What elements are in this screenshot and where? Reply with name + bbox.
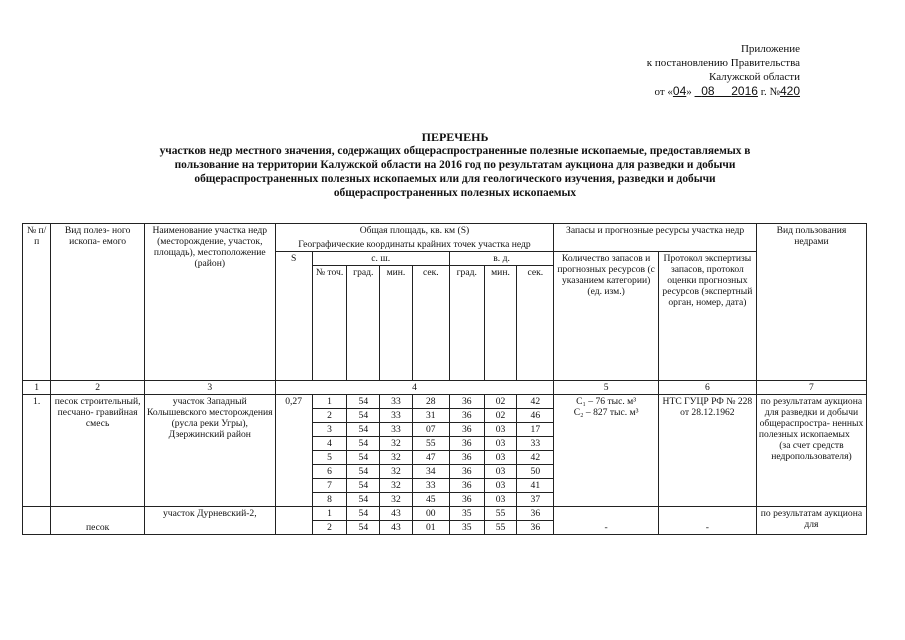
coord-cell: 54 (347, 408, 380, 422)
header-lat-min: мин. (380, 265, 413, 380)
document-title: ПЕРЕЧЕНЬ (421, 130, 489, 144)
row-area (275, 506, 312, 534)
row-mineral: песок строительный, песчано- гравийная смесь (51, 394, 145, 506)
coord-cell: 32 (380, 450, 413, 464)
coord-cell: 03 (484, 450, 517, 464)
header-num: № п/ п (23, 224, 51, 381)
coord-cell: 1 (312, 506, 347, 520)
coord-cell: 37 (517, 492, 554, 506)
header-mineral: Вид полез- ного ископа- емого (51, 224, 145, 381)
coord-cell: 36 (449, 464, 484, 478)
coord-cell: 00 (412, 506, 449, 520)
row-num (23, 506, 51, 534)
coord-cell: 36 (449, 450, 484, 464)
col-number: 1 (23, 380, 51, 394)
appendix-block (560, 42, 800, 99)
coord-cell: 54 (347, 478, 380, 492)
coord-cell: 36 (449, 478, 484, 492)
coord-cell: 33 (517, 436, 554, 450)
coord-cell: 2 (312, 408, 347, 422)
header-reserves-qty: Количество запасов и прогнозных ресурсов (с указанием категории) (ед. изм.) (554, 251, 659, 380)
coord-cell: 03 (484, 492, 517, 506)
coord-cell: 32 (380, 478, 413, 492)
row-plot-name: участок Дурневский-2, (144, 506, 275, 534)
table-row-1 (23, 394, 867, 506)
coord-cell: 03 (484, 464, 517, 478)
coord-cell: 6 (312, 464, 347, 478)
coord-cell: 36 (449, 394, 484, 408)
header-lon-deg: град. (449, 265, 484, 380)
header-lon-min: мин. (484, 265, 517, 380)
coord-cell: 32 (380, 436, 413, 450)
appendix-decree: к постановлению Правительства (646, 57, 800, 69)
coord-cell: 34 (412, 464, 449, 478)
header-reserves: Запасы и прогнозные ресурсы участка недр (554, 224, 757, 252)
coord-cell: 50 (517, 464, 554, 478)
coord-cell: 1 (312, 394, 347, 408)
coord-cell: 03 (484, 478, 517, 492)
row-plot-name: участок Западный Колышевского месторождения (русла реки Угры), Дзержинский район (144, 394, 275, 506)
coord-cell: 03 (484, 436, 517, 450)
coord-cell: 36 (517, 506, 554, 520)
coord-cell: 5 (312, 450, 347, 464)
coord-cell: 43 (380, 506, 413, 520)
header-plot-name: Наименование участка недр (месторождение, участок, площадь), местоположение (район) (144, 224, 275, 381)
col-number: 5 (554, 380, 659, 394)
row-area: 0,27 (275, 394, 312, 506)
subsoil-plots-table (22, 223, 867, 535)
header-latitude: с. ш. (312, 251, 449, 265)
header-lon-sec: сек. (517, 265, 554, 380)
coord-cell: 54 (347, 506, 380, 520)
coord-cell: 01 (412, 520, 449, 534)
col-number: 6 (658, 380, 756, 394)
coord-cell: 55 (484, 506, 517, 520)
coord-cell: 36 (449, 436, 484, 450)
coord-cell: 36 (517, 520, 554, 534)
coord-cell: 45 (412, 492, 449, 506)
heading-line-2: пользование на территории Калужской области на 2016 год по результатам аукциона для разведки и добычи (174, 159, 736, 171)
coord-cell: 33 (380, 408, 413, 422)
heading-line-1: участков недр местного значения, содержащих общераспространенные полезные ископаемые, предоставляемых в (159, 145, 751, 157)
header-usage: Вид пользования недрами (756, 224, 866, 381)
row-protocol: НТС ГУЦР РФ № 228 от 28.12.1962 (658, 394, 756, 506)
coord-cell: 36 (449, 408, 484, 422)
coord-cell: 3 (312, 422, 347, 436)
col-number: 2 (51, 380, 145, 394)
coord-cell: 54 (347, 520, 380, 534)
date-month: 08 (701, 84, 715, 98)
coord-cell: 54 (347, 394, 380, 408)
coord-cell: 54 (347, 464, 380, 478)
coord-cell: 54 (347, 450, 380, 464)
coord-cell: 36 (449, 492, 484, 506)
table-row-2 (23, 506, 867, 534)
row-usage: по результатам аукциона для (756, 506, 866, 534)
header-area: Общая площадь, кв. км (S) (275, 224, 554, 238)
col-number: 3 (144, 380, 275, 394)
header-lat-sec: сек. (412, 265, 449, 380)
coord-cell: 07 (412, 422, 449, 436)
heading-line-4: общераспространенных полезных ископаемых (333, 187, 577, 199)
coord-cell: 02 (484, 408, 517, 422)
coord-cell: 33 (380, 422, 413, 436)
coord-cell: 42 (517, 394, 554, 408)
row-protocol: - (658, 506, 756, 534)
row-usage: по результатам аукциона для разведки и добычи общераспростра- ненных полезных ископаемых (за счет средств недропользователя) (756, 394, 866, 506)
coord-cell: 54 (347, 492, 380, 506)
coord-cell: 43 (380, 520, 413, 534)
coord-cell: 03 (484, 422, 517, 436)
coord-cell: 41 (517, 478, 554, 492)
col-number: 7 (756, 380, 866, 394)
coord-cell: 33 (380, 394, 413, 408)
coord-cell: 55 (412, 436, 449, 450)
decree-number: 420 (779, 84, 800, 98)
coord-cell: 17 (517, 422, 554, 436)
col-number: 4 (275, 380, 554, 394)
header-s: S (275, 251, 312, 380)
coord-cell: 2 (312, 520, 347, 534)
appendix-date: от «04» 08 2016 г. №420 (654, 84, 800, 98)
header-longitude: в. д. (449, 251, 554, 265)
coord-cell: 36 (449, 422, 484, 436)
coord-cell: 8 (312, 492, 347, 506)
coord-cell: 54 (347, 436, 380, 450)
document-heading (20, 130, 890, 200)
coord-cell: 28 (412, 394, 449, 408)
header-lat-deg: град. (347, 265, 380, 380)
date-day: 04 (672, 84, 687, 98)
header-point: № точ. (312, 265, 347, 380)
heading-line-3: общераспространенных полезных ископаемых или для геологического изучения, разведки и добычи (194, 173, 716, 185)
row-num: 1. (23, 394, 51, 506)
coord-cell: 31 (412, 408, 449, 422)
date-year: 2016 (731, 84, 758, 98)
coord-cell: 42 (517, 450, 554, 464)
row-reserves: С₁ – 76 тыс. м³ С₂ – 827 тыс. м³ (554, 394, 659, 506)
row-mineral: песок (51, 506, 145, 534)
coord-cell: 33 (412, 478, 449, 492)
coord-cell: 35 (449, 506, 484, 520)
coord-cell: 32 (380, 492, 413, 506)
coord-cell: 7 (312, 478, 347, 492)
coord-cell: 32 (380, 464, 413, 478)
header-coordinates: Географические координаты крайних точек участка недр (275, 238, 554, 252)
coord-cell: 4 (312, 436, 347, 450)
appendix-region: Калужской области (709, 71, 800, 83)
row-reserves: - (554, 506, 659, 534)
header-protocol: Протокол экспертизы запасов, протокол оценки прогнозных ресурсов (экспертный орган, номер, дата) (658, 251, 756, 380)
appendix-title: Приложение (740, 43, 800, 55)
coord-cell: 46 (517, 408, 554, 422)
coord-cell: 02 (484, 394, 517, 408)
coord-cell: 35 (449, 520, 484, 534)
coord-cell: 55 (484, 520, 517, 534)
coord-cell: 47 (412, 450, 449, 464)
coord-cell: 54 (347, 422, 380, 436)
